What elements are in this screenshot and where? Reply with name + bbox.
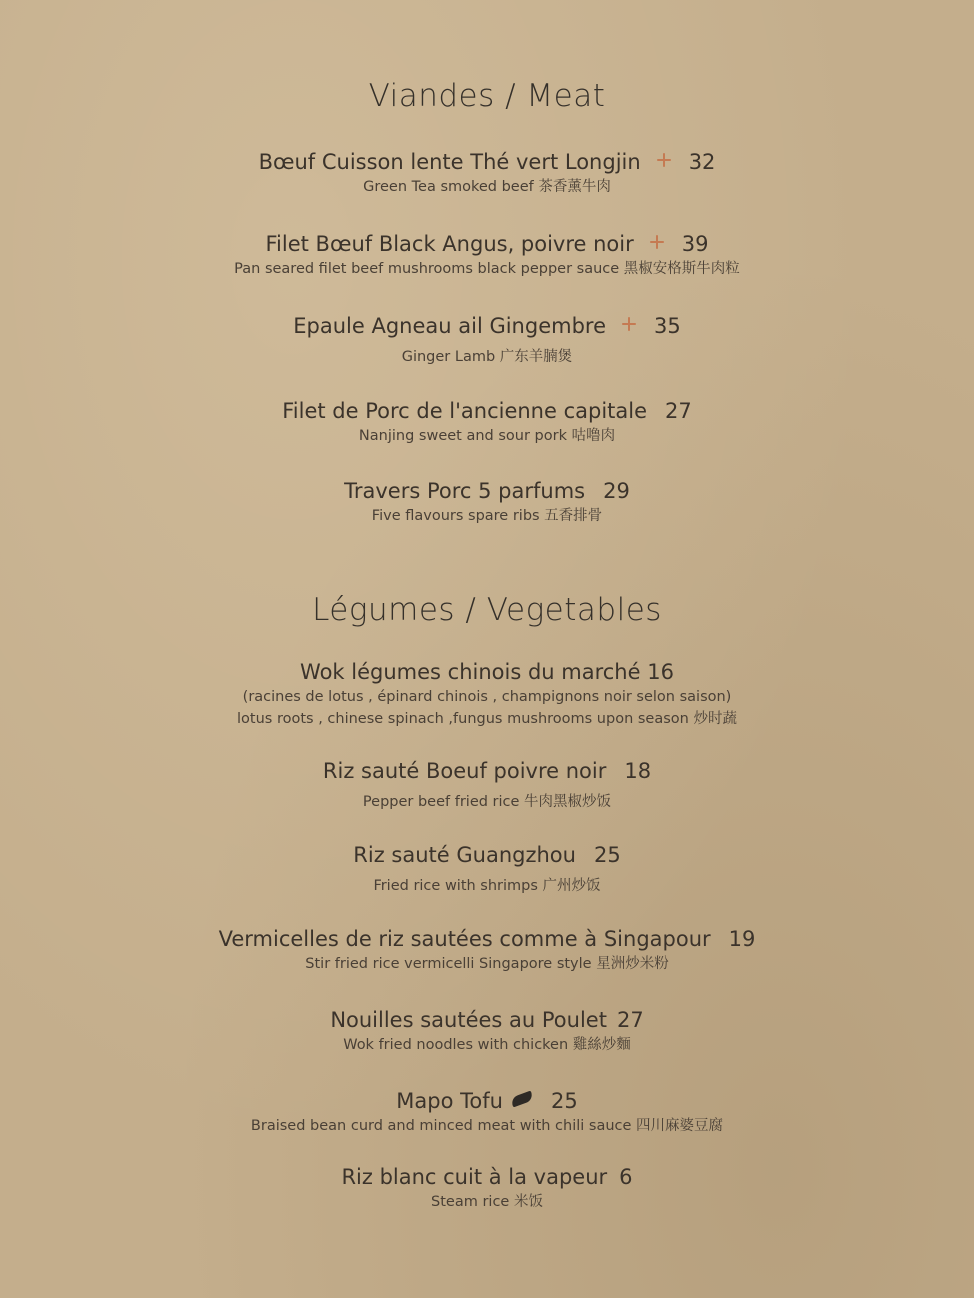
dish-description: Five flavours spare ribs 五香排骨 [371, 508, 603, 524]
dish-description: Ginger Lamb 广东羊腩煲 [401, 349, 573, 365]
menu-item [0, 397, 974, 447]
menu-item [0, 658, 974, 730]
dish-description: Green Tea smoked beef 茶香薰牛肉 [363, 179, 611, 195]
dish-description: Stir fried rice vermicelli Singapore style 星洲炒米粉 [305, 956, 669, 972]
dish-description: Braised bean curd and minced meat with chili sauce 四川麻婆豆腐 [250, 1118, 724, 1134]
dish-description: (racines de lotus , épinard chinois , champignons noir selon saison) [242, 689, 732, 705]
menu-item [0, 477, 974, 527]
menu-item [0, 757, 974, 813]
dish-price: 32 [688, 150, 716, 174]
dish-price: 6 [619, 1165, 633, 1189]
dish-name: Vermicelles de riz sautées comme à Singapour [218, 927, 711, 951]
menu-item [0, 1006, 974, 1056]
dish-description: Wok fried noodles with chicken 雞絲炒麵 [343, 1037, 631, 1053]
dish-price: 39 [681, 232, 709, 256]
dish-name: Mapo Tofu [396, 1089, 503, 1113]
dish-description: Fried rice with shrimps 广州炒饭 [373, 878, 601, 894]
vegetables-section-title: Légumes / Vegetables [312, 592, 662, 628]
dish-price: 27 [665, 399, 692, 423]
dish-name: Bœuf Cuisson lente Thé vert Longjin [258, 150, 641, 174]
menu-item [0, 230, 974, 280]
menu-item [0, 148, 974, 198]
dish-name: Filet de Porc de l'ancienne capitale [282, 399, 648, 423]
dish-price: 19 [728, 927, 756, 951]
menu-item [0, 1087, 974, 1137]
chili-icon [510, 1091, 534, 1108]
dish-name: Riz blanc cuit à la vapeur [341, 1165, 608, 1189]
dish-description: Pepper beef fried rice 牛肉黑椒炒饭 [362, 794, 612, 810]
dish-price: 18 [624, 759, 652, 783]
menu-item [0, 1163, 974, 1213]
dish-name: Riz sauté Boeuf poivre noir [322, 759, 607, 783]
dish-price: 29 [603, 479, 630, 503]
dish-price: 35 [654, 314, 681, 338]
dish-description-english: lotus roots , chinese spinach ,fungus mushrooms upon season 炒时蔬 [237, 711, 737, 727]
menu-item [0, 841, 974, 897]
meat-section-title: Viandes / Meat [368, 78, 606, 114]
dish-description: Pan seared filet beef mushrooms black pepper sauce 黑椒安格斯牛肉粒 [234, 261, 740, 277]
dish-name: Epaule Agneau ail Gingembre [293, 314, 606, 338]
dish-price: 25 [550, 1089, 578, 1113]
menu-item [0, 312, 974, 368]
dish-price: 27 [616, 1008, 644, 1032]
dish-name: Wok légumes chinois du marché 16 [300, 660, 674, 684]
dish-name: Nouilles sautées au Poulet [330, 1008, 607, 1032]
dish-description: Steam rice 米饭 [431, 1194, 543, 1210]
spicy-mark-icon [657, 153, 671, 167]
dish-name: Filet Bœuf Black Angus, poivre noir [265, 232, 634, 256]
spicy-mark-icon [622, 317, 636, 331]
dish-name: Travers Porc 5 parfums [344, 479, 586, 503]
dish-price: 25 [593, 843, 621, 867]
dish-description: Nanjing sweet and sour pork 咕噜肉 [358, 428, 616, 444]
spicy-mark-icon [650, 235, 664, 249]
menu-item [0, 925, 974, 975]
dish-name: Riz sauté Guangzhou [353, 843, 576, 867]
